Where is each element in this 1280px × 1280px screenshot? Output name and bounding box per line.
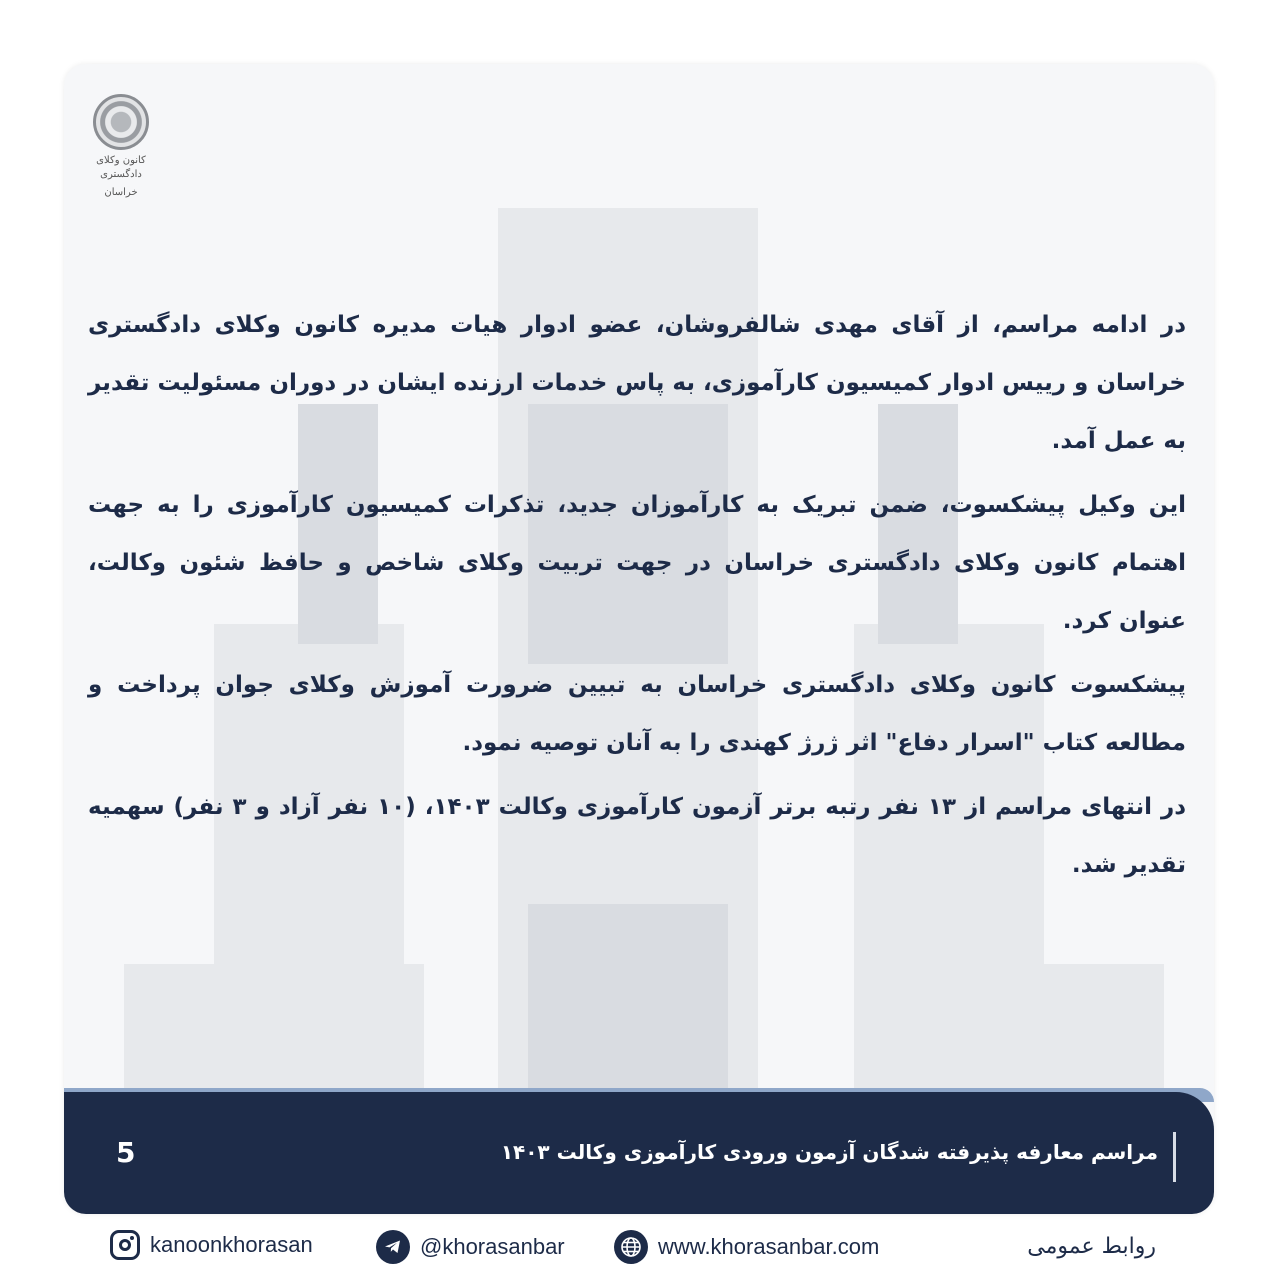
paragraph-3: پیشکسوت کانون وکلای دادگستری خراسان به تبیین ضرورت آموزش وکلای جوان پرداخت و مطالعه کتاب "اسرار دفاع" اثر ژرژ کهندی را به آنان توصیه نمود. [88, 672, 1186, 756]
globe-icon [614, 1230, 648, 1264]
footer-divider [1173, 1132, 1176, 1182]
paragraph-1: در ادامه مراسم، از آقای مهدی شالفروشان، عضو ادوار هیات مدیره کانون وکلای دادگستری خراسان و رییس ادوار کمیسیون کارآموزی، به پاس خدمات ارزنده ایشان در دوران مسئولیت تقدیر به عمل آمد. [88, 312, 1186, 454]
website-link[interactable] [614, 1230, 879, 1264]
paragraph-2: این وکیل پیشکسوت، ضمن تبریک به کارآموزان جدید، تذکرات کمیسیون کارآموزی را به جهت اهتمام کانون وکلای دادگستری خراسان در جهت تربیت وکلای شاخص و حافظ شئون وکالت، عنوان کرد. [88, 492, 1186, 634]
telegram-handle: @khorasanbar [420, 1234, 565, 1259]
public-relations-label: روابط عمومی [1027, 1234, 1156, 1259]
paragraph-4: در انتهای مراسم از ۱۳ نفر رتبه برتر آزمون کارآموزی وکالت ۱۴۰۳، (۱۰ نفر آزاد و ۳ نفر) سهمیه تقدیر شد. [88, 794, 1186, 878]
article-body [88, 296, 1186, 900]
seal-icon [93, 94, 149, 150]
telegram-link[interactable] [376, 1230, 565, 1264]
logo-caption-line2: خراسان [104, 187, 138, 198]
instagram-handle: kanoonkhorasan [150, 1232, 313, 1257]
telegram-icon [376, 1230, 410, 1264]
footer-title: مراسم معارفه پذیرفته شدگان آزمون ورودی کارآموزی وکالت ۱۴۰۳ [500, 1140, 1158, 1164]
website-url: www.khorasanbar.com [658, 1234, 880, 1259]
contact-bar [0, 1222, 1280, 1272]
instagram-icon [110, 1230, 140, 1260]
bar-association-logo [86, 94, 156, 200]
instagram-link[interactable] [110, 1230, 313, 1260]
footer-banner [64, 1092, 1214, 1214]
logo-caption-line1: کانون وکلای دادگستری [96, 155, 146, 180]
page-number: 5 [116, 1136, 136, 1169]
post-card [64, 64, 1214, 1214]
